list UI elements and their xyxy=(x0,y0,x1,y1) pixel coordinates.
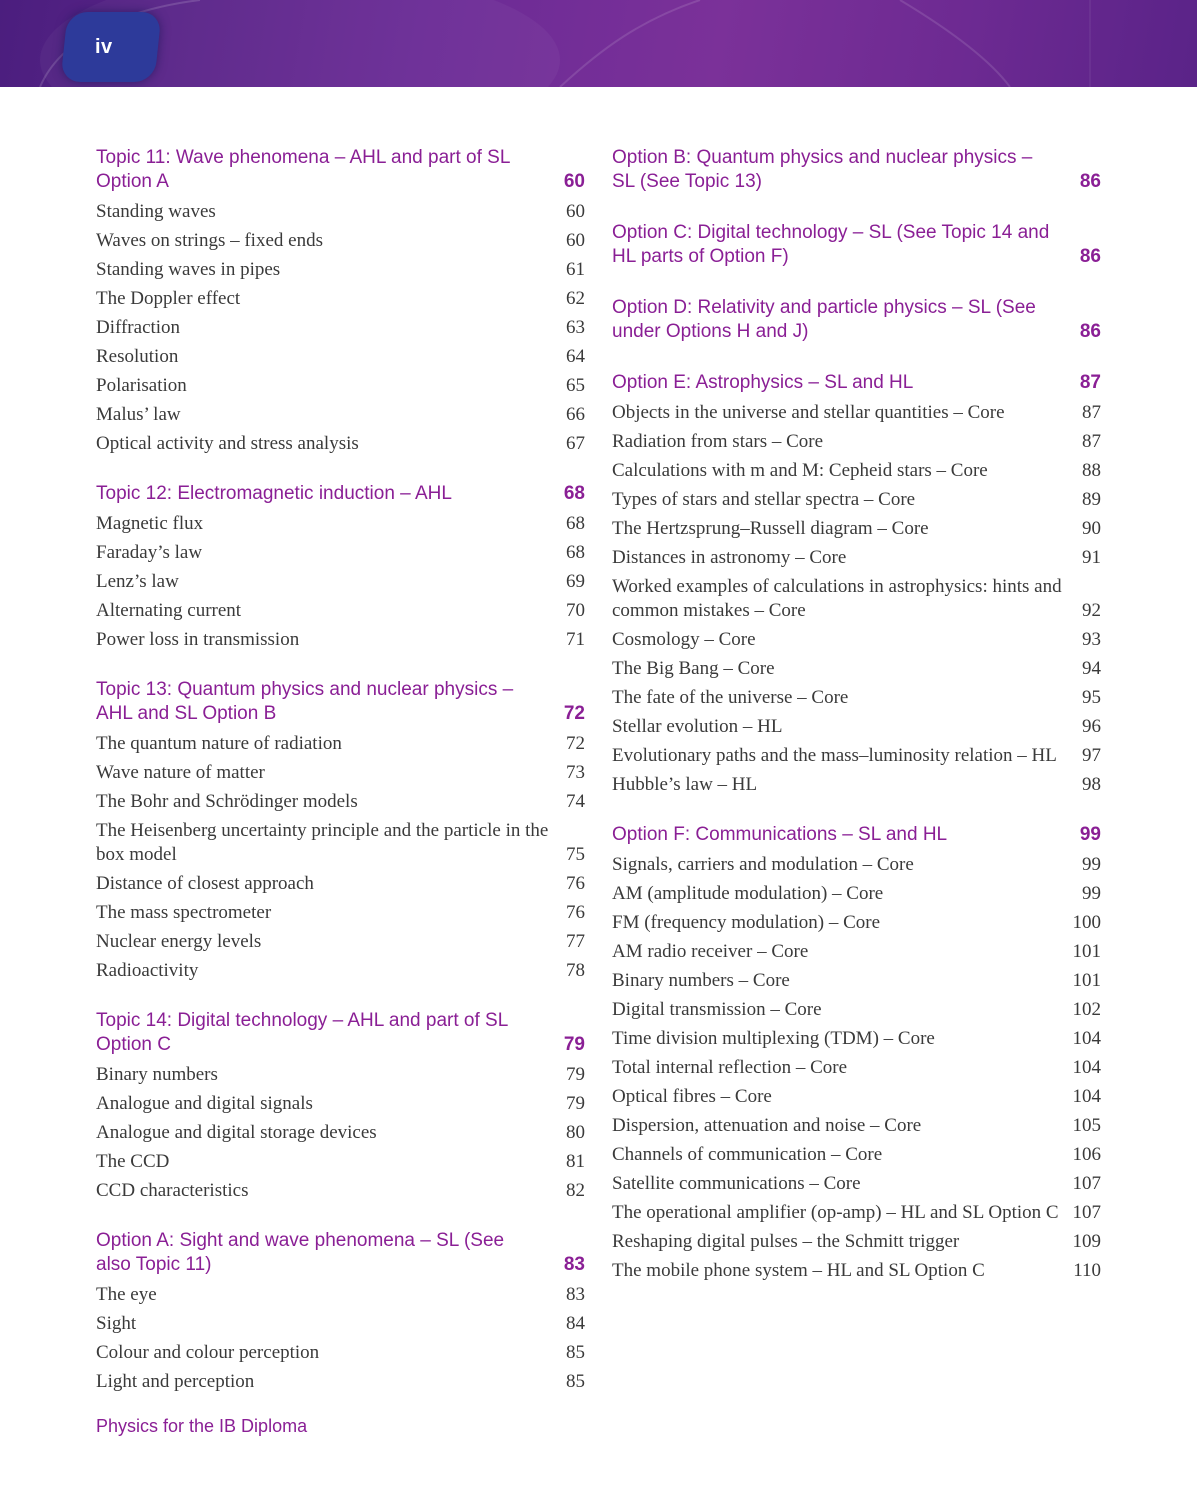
entry-title: Stellar evolution – HL xyxy=(612,716,783,737)
entry-title: Total internal reflection – Core xyxy=(612,1057,848,1078)
toc-entry[interactable] xyxy=(612,1198,1101,1227)
entry-title: The Bohr and Schrödinger models xyxy=(96,791,358,812)
entry-page-number: 99 xyxy=(1082,883,1101,904)
entry-page-number: 76 xyxy=(566,902,585,923)
toc-entry[interactable] xyxy=(96,596,585,625)
toc-entry[interactable] xyxy=(612,683,1101,712)
entry-page-number: 85 xyxy=(566,1371,585,1392)
entry-page-number: 83 xyxy=(566,1284,585,1305)
entry-title: The Heisenberg uncertainty principle and the particle in the box model xyxy=(96,820,549,865)
toc-entry[interactable] xyxy=(612,456,1101,485)
contents-left-column xyxy=(96,146,585,1396)
toc-entry[interactable] xyxy=(96,898,585,927)
toc-entry[interactable] xyxy=(96,625,585,654)
toc-section-heading[interactable] xyxy=(612,823,1101,850)
entry-page-number: 106 xyxy=(1072,1144,1101,1165)
entry-page-number: 89 xyxy=(1082,489,1101,510)
toc-entry[interactable] xyxy=(612,654,1101,683)
section-page-number: 86 xyxy=(1079,171,1101,192)
entry-page-number: 65 xyxy=(566,375,585,396)
entry-page-number: 81 xyxy=(566,1151,585,1172)
toc-entry[interactable] xyxy=(96,1280,585,1309)
toc-entry[interactable] xyxy=(612,398,1101,427)
entry-title: The quantum nature of radiation xyxy=(96,733,342,754)
entry-title: Lenz’s law xyxy=(96,571,179,592)
entry-page-number: 107 xyxy=(1072,1173,1101,1194)
entry-title: AM (amplitude modulation) – Core xyxy=(612,883,884,904)
toc-section xyxy=(96,678,585,985)
entry-title: Radiation from stars – Core xyxy=(612,431,824,452)
entry-page-number: 70 xyxy=(566,600,585,621)
toc-section-heading[interactable] xyxy=(96,482,585,509)
toc-entry[interactable] xyxy=(612,712,1101,741)
toc-entry[interactable] xyxy=(96,816,585,869)
entry-page-number: 92 xyxy=(1082,600,1101,621)
section-page-number: 87 xyxy=(1079,372,1101,393)
section-title: Topic 14: Digital technology – AHL and part of SL Option C xyxy=(96,1010,508,1055)
section-page-number: 83 xyxy=(563,1254,585,1275)
toc-entry[interactable] xyxy=(96,869,585,898)
entry-page-number: 60 xyxy=(566,201,585,222)
toc-entry[interactable] xyxy=(96,1147,585,1176)
toc-entry[interactable] xyxy=(96,538,585,567)
toc-entry[interactable] xyxy=(612,995,1101,1024)
toc-entry[interactable] xyxy=(96,313,585,342)
entry-page-number: 68 xyxy=(566,513,585,534)
entry-title: The CCD xyxy=(96,1151,170,1172)
footer-book-title: Physics for the IB Diploma xyxy=(96,1416,308,1436)
entry-title: Optical fibres – Core xyxy=(612,1086,772,1107)
toc-entry[interactable] xyxy=(612,741,1101,770)
entry-page-number: 66 xyxy=(566,404,585,425)
toc-section-heading[interactable] xyxy=(612,146,1101,197)
toc-entry[interactable] xyxy=(96,787,585,816)
entry-page-number: 94 xyxy=(1082,658,1101,679)
section-title: Topic 13: Quantum physics and nuclear physics – AHL and SL Option B xyxy=(96,679,514,724)
toc-entry[interactable] xyxy=(96,371,585,400)
entry-title: Diffraction xyxy=(96,317,181,338)
contents-right-column xyxy=(612,146,1101,1285)
entry-title: Faraday’s law xyxy=(96,542,203,563)
entry-title: Malus’ law xyxy=(96,404,181,425)
toc-section-heading[interactable] xyxy=(612,296,1101,347)
entry-title: Worked examples of calculations in astrophysics: hints and common mistakes – Core xyxy=(612,576,1062,621)
entry-page-number: 107 xyxy=(1072,1202,1101,1223)
toc-entry[interactable] xyxy=(96,342,585,371)
entry-title: Digital transmission – Core xyxy=(612,999,822,1020)
section-title: Option C: Digital technology – SL (See Topic 14 and HL parts of Option F) xyxy=(612,222,1050,267)
toc-entry[interactable] xyxy=(612,514,1101,543)
toc-entry[interactable] xyxy=(612,850,1101,879)
entry-page-number: 110 xyxy=(1073,1260,1101,1281)
entry-page-number: 95 xyxy=(1082,687,1101,708)
section-title: Option D: Relativity and particle physics – SL (See under Options H and J) xyxy=(612,297,1036,342)
entry-title: Waves on strings – fixed ends xyxy=(96,230,323,251)
header-banner xyxy=(0,0,1197,87)
entry-page-number: 61 xyxy=(566,259,585,280)
entry-title: Calculations with m and M: Cepheid stars – Core xyxy=(612,460,988,481)
toc-entry[interactable] xyxy=(612,1227,1101,1256)
entry-title: Distance of closest approach xyxy=(96,873,314,894)
toc-entry[interactable] xyxy=(96,1060,585,1089)
toc-entry[interactable] xyxy=(612,966,1101,995)
toc-entry[interactable] xyxy=(612,1111,1101,1140)
toc-section xyxy=(612,296,1101,347)
entry-page-number: 63 xyxy=(566,317,585,338)
toc-entry[interactable] xyxy=(612,485,1101,514)
entry-page-number: 73 xyxy=(566,762,585,783)
entry-title: Light and perception xyxy=(96,1371,255,1392)
entry-page-number: 102 xyxy=(1072,999,1101,1020)
entry-title: Signals, carriers and modulation – Core xyxy=(612,854,914,875)
toc-entry[interactable] xyxy=(96,226,585,255)
entry-page-number: 76 xyxy=(566,873,585,894)
entry-page-number: 91 xyxy=(1082,547,1101,568)
entry-title: The fate of the universe – Core xyxy=(612,687,849,708)
entry-page-number: 67 xyxy=(566,433,585,454)
toc-entry[interactable] xyxy=(96,1089,585,1118)
entry-title: FM (frequency modulation) – Core xyxy=(612,912,881,933)
entry-title: Binary numbers xyxy=(96,1064,218,1085)
entry-title: Resolution xyxy=(96,346,179,367)
toc-entry[interactable] xyxy=(96,1338,585,1367)
entry-page-number: 96 xyxy=(1082,716,1101,737)
entry-page-number: 85 xyxy=(566,1342,585,1363)
toc-entry[interactable] xyxy=(96,956,585,985)
toc-entry[interactable] xyxy=(612,1169,1101,1198)
entry-page-number: 101 xyxy=(1072,941,1101,962)
toc-entry[interactable] xyxy=(612,427,1101,456)
entry-page-number: 68 xyxy=(566,542,585,563)
entry-title: Radioactivity xyxy=(96,960,199,981)
toc-entry[interactable] xyxy=(96,567,585,596)
entry-title: Colour and colour perception xyxy=(96,1342,320,1363)
toc-entry[interactable] xyxy=(96,758,585,787)
entry-page-number: 62 xyxy=(566,288,585,309)
toc-entry[interactable] xyxy=(612,625,1101,654)
toc-section xyxy=(96,1229,585,1396)
toc-section-heading[interactable] xyxy=(612,371,1101,398)
entry-page-number: 72 xyxy=(566,733,585,754)
entry-title: Sight xyxy=(96,1313,137,1334)
toc-entry[interactable] xyxy=(96,429,585,458)
toc-section-heading[interactable] xyxy=(96,678,585,729)
entry-title: Types of stars and stellar spectra – Core xyxy=(612,489,916,510)
section-page-number: 60 xyxy=(563,171,585,192)
toc-entry[interactable] xyxy=(96,400,585,429)
toc-entry[interactable] xyxy=(96,197,585,226)
entry-title: The mass spectrometer xyxy=(96,902,272,923)
toc-section xyxy=(96,1009,585,1205)
entry-page-number: 69 xyxy=(566,571,585,592)
entry-title: Alternating current xyxy=(96,600,242,621)
toc-entry[interactable] xyxy=(96,1118,585,1147)
section-page-number: 86 xyxy=(1079,321,1101,342)
entry-title: Nuclear energy levels xyxy=(96,931,262,952)
entry-page-number: 74 xyxy=(566,791,585,812)
section-title: Topic 12: Electromagnetic induction – AHL xyxy=(96,483,452,504)
entry-title: Analogue and digital signals xyxy=(96,1093,313,1114)
toc-entry[interactable] xyxy=(612,1024,1101,1053)
toc-entry[interactable] xyxy=(612,543,1101,572)
toc-entry[interactable] xyxy=(96,509,585,538)
entry-title: The Hertzsprung–Russell diagram – Core xyxy=(612,518,929,539)
section-title: Topic 11: Wave phenomena – AHL and part of SL Option A xyxy=(96,147,510,192)
entry-title: Optical activity and stress analysis xyxy=(96,433,359,454)
section-page-number: 72 xyxy=(563,703,585,724)
entry-title: Satellite communications – Core xyxy=(612,1173,861,1194)
entry-title: AM radio receiver – Core xyxy=(612,941,809,962)
entry-title: Reshaping digital pulses – the Schmitt trigger xyxy=(612,1231,960,1252)
toc-entry[interactable] xyxy=(96,1309,585,1338)
toc-section xyxy=(96,146,585,458)
page-number: iv xyxy=(95,36,113,58)
entry-page-number: 104 xyxy=(1072,1028,1101,1049)
entry-title: Cosmology – Core xyxy=(612,629,756,650)
entry-title: The operational amplifier (op-amp) – HL and SL Option C xyxy=(612,1202,1059,1223)
toc-entry[interactable] xyxy=(96,729,585,758)
toc-entry[interactable] xyxy=(612,572,1101,625)
entry-page-number: 90 xyxy=(1082,518,1101,539)
entry-page-number: 80 xyxy=(566,1122,585,1143)
toc-section-heading[interactable] xyxy=(612,221,1101,272)
entry-page-number: 77 xyxy=(566,931,585,952)
entry-title: Standing waves in pipes xyxy=(96,259,281,280)
entry-title: Polarisation xyxy=(96,375,187,396)
entry-page-number: 82 xyxy=(566,1180,585,1201)
entry-title: The mobile phone system – HL and SL Option C xyxy=(612,1260,985,1281)
entry-page-number: 78 xyxy=(566,960,585,981)
section-page-number: 99 xyxy=(1079,824,1101,845)
toc-entry[interactable] xyxy=(612,1256,1101,1285)
entry-title: Power loss in transmission xyxy=(96,629,300,650)
toc-entry[interactable] xyxy=(612,1053,1101,1082)
entry-page-number: 84 xyxy=(566,1313,585,1334)
section-page-number: 79 xyxy=(563,1034,585,1055)
toc-entry[interactable] xyxy=(612,770,1101,799)
entry-page-number: 71 xyxy=(566,629,585,650)
entry-title: Channels of communication – Core xyxy=(612,1144,883,1165)
toc-entry[interactable] xyxy=(96,927,585,956)
entry-page-number: 87 xyxy=(1082,402,1101,423)
entry-title: Binary numbers – Core xyxy=(612,970,790,991)
entry-page-number: 88 xyxy=(1082,460,1101,481)
entry-title: Objects in the universe and stellar quantities – Core xyxy=(612,402,1005,423)
entry-title: Magnetic flux xyxy=(96,513,204,534)
entry-page-number: 87 xyxy=(1082,431,1101,452)
entry-page-number: 104 xyxy=(1072,1057,1101,1078)
toc-section-heading[interactable] xyxy=(96,146,585,197)
entry-title: Analogue and digital storage devices xyxy=(96,1122,377,1143)
entry-page-number: 101 xyxy=(1072,970,1101,991)
entry-title: The Big Bang – Core xyxy=(612,658,775,679)
section-title: Option E: Astrophysics – SL and HL xyxy=(612,372,914,393)
entry-page-number: 97 xyxy=(1082,745,1101,766)
entry-page-number: 75 xyxy=(566,844,585,865)
toc-entry[interactable] xyxy=(96,284,585,313)
section-title: Option A: Sight and wave phenomena – SL (See also Topic 11) xyxy=(96,1230,505,1275)
entry-title: Time division multiplexing (TDM) – Core xyxy=(612,1028,935,1049)
toc-section-heading[interactable] xyxy=(96,1009,585,1060)
entry-page-number: 79 xyxy=(566,1093,585,1114)
section-page-number: 68 xyxy=(563,483,585,504)
entry-page-number: 98 xyxy=(1082,774,1101,795)
toc-section xyxy=(96,482,585,654)
entry-title: The eye xyxy=(96,1284,157,1305)
section-title: Option B: Quantum physics and nuclear physics – SL (See Topic 13) xyxy=(612,147,1033,192)
entry-page-number: 109 xyxy=(1072,1231,1101,1252)
toc-section-heading[interactable] xyxy=(96,1229,585,1280)
toc-entry[interactable] xyxy=(612,879,1101,908)
toc-entry[interactable] xyxy=(612,937,1101,966)
toc-section xyxy=(612,371,1101,799)
entry-title: CCD characteristics xyxy=(96,1180,249,1201)
entry-page-number: 93 xyxy=(1082,629,1101,650)
toc-entry[interactable] xyxy=(612,908,1101,937)
toc-entry[interactable] xyxy=(96,1176,585,1205)
entry-page-number: 64 xyxy=(566,346,585,367)
toc-section xyxy=(612,823,1101,1285)
toc-entry[interactable] xyxy=(96,1367,585,1396)
toc-section xyxy=(612,221,1101,272)
entry-page-number: 60 xyxy=(566,230,585,251)
entry-title: Standing waves xyxy=(96,201,216,222)
entry-title: Wave nature of matter xyxy=(96,762,265,783)
section-title: Option F: Communications – SL and HL xyxy=(612,824,948,845)
entry-title: Distances in astronomy – Core xyxy=(612,547,847,568)
entry-title: The Doppler effect xyxy=(96,288,241,309)
entry-title: Hubble’s law – HL xyxy=(612,774,758,795)
entry-page-number: 104 xyxy=(1072,1086,1101,1107)
entry-page-number: 79 xyxy=(566,1064,585,1085)
entry-title: Evolutionary paths and the mass–luminosity relation – HL xyxy=(612,745,1057,766)
entry-page-number: 105 xyxy=(1072,1115,1101,1136)
entry-title: Dispersion, attenuation and noise – Core xyxy=(612,1115,922,1136)
section-page-number: 86 xyxy=(1079,246,1101,267)
banner-swirl-decoration xyxy=(0,0,1197,87)
entry-page-number: 99 xyxy=(1082,854,1101,875)
toc-section xyxy=(612,146,1101,197)
entry-page-number: 100 xyxy=(1072,912,1101,933)
toc-entry[interactable] xyxy=(612,1082,1101,1111)
toc-entry[interactable] xyxy=(96,255,585,284)
toc-entry[interactable] xyxy=(612,1140,1101,1169)
